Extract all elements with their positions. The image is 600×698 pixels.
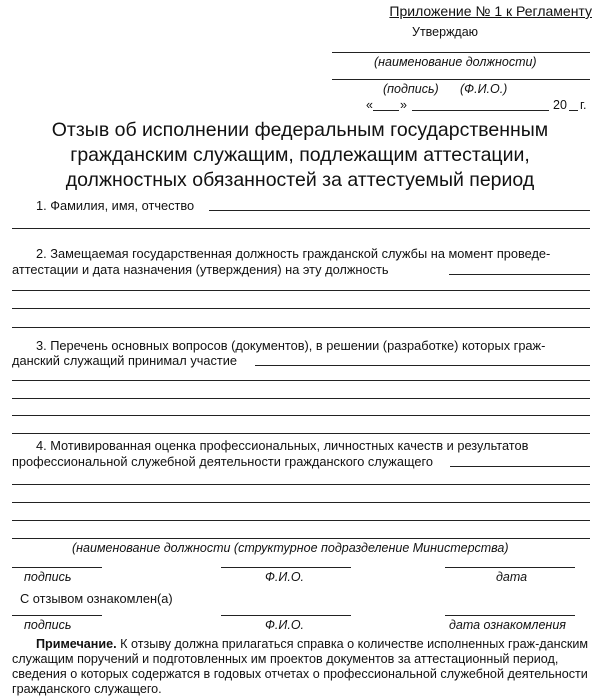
footer-fio-caption: Ф.И.О. [265,570,305,584]
acquainted-signature-line [12,615,102,616]
item-4-blank-line-1 [12,484,590,485]
item-3-line-2: данский служащий принимал участие [12,353,238,368]
item-1-label: 1. Фамилия, имя, отчество [36,198,195,213]
item-2-blank-line-3 [12,327,590,328]
item-4-fill-line [450,466,590,467]
date-month-line [412,110,549,111]
item-3-blank-line-2 [12,398,590,399]
document-title-line-3: должностных обязанностей за аттестуемый период [65,169,535,191]
note-label: Примечание. [36,637,117,651]
document-title-line-1: Отзыв об исполнении федеральным государственным [51,119,549,141]
item-4-blank-line-4 [12,538,590,539]
item-2-blank-line-2 [12,308,590,309]
footer-signature-caption: подпись [24,570,72,584]
year-prefix: 20 [553,98,567,112]
item-1-fill-line [209,210,590,211]
footer-position-caption: (наименование должности (структурное подразделение Министерства) [72,541,509,555]
item-3-blank-line-1 [12,380,590,381]
note-paragraph [12,637,597,697]
position-caption: (наименование должности) [374,55,537,69]
note-text: К отзыву должна прилагаться справка о количестве исполненных граж-данским служащим поручений и подготовленных им проектов документов за аттестационный период, сведения о которых содержатся в годовых отчетах о профессиональной служебной деятельности гражданского служащего. [12,637,589,696]
acquainted-date-line [445,615,575,616]
footer-date-line [445,567,575,568]
signature-caption: (подпись) [383,82,439,96]
acquainted-label: С отзывом ознакомлен(а) [20,591,173,606]
acquainted-fio-line [221,615,351,616]
item-3-blank-line-3 [12,415,590,416]
item-2-fill-line [449,274,590,275]
appendix-label: Приложение № 1 к Регламенту [389,3,592,19]
fio-caption: (Ф.И.О.) [460,82,508,96]
approver-position-line [332,52,590,53]
year-suffix: г. [580,98,587,112]
date-quote-open: « [366,98,373,112]
approver-signature-line [332,79,590,80]
acquainted-date-caption: дата ознакомления [449,618,566,632]
acquainted-fio-caption: Ф.И.О. [265,618,305,632]
document-title-line-2: гражданским служащим, подлежащим аттестации, [70,144,530,166]
date-day-line [373,110,399,111]
acquainted-signature-caption: подпись [24,618,72,632]
item-2-line-2: аттестации и дата назначения (утверждения) на эту должность [12,262,389,277]
item-4-blank-line-3 [12,520,590,521]
approve-label: Утверждаю [412,25,479,39]
item-4-line-2: профессиональной служебной деятельности гражданского служащего [12,454,433,469]
footer-date-caption: дата [496,570,528,584]
date-year-line [569,110,578,111]
item-3-line-1: 3. Перечень основных вопросов (документов), в решении (разработке) которых граж- [36,338,546,353]
item-3-blank-line-4 [12,433,590,434]
date-quote-close: » [400,98,407,112]
item-2-line-1: 2. Замещаемая государственная должность гражданской службы на момент проведе- [36,246,551,261]
item-3-fill-line [255,365,590,366]
item-1-blank-line [12,228,590,229]
footer-fio-line [221,567,351,568]
item-2-blank-line-1 [12,290,590,291]
item-4-line-1: 4. Мотивированная оценка профессиональных, личностных качеств и результатов [36,438,529,453]
item-4-blank-line-2 [12,502,590,503]
footer-signature-line [12,567,102,568]
